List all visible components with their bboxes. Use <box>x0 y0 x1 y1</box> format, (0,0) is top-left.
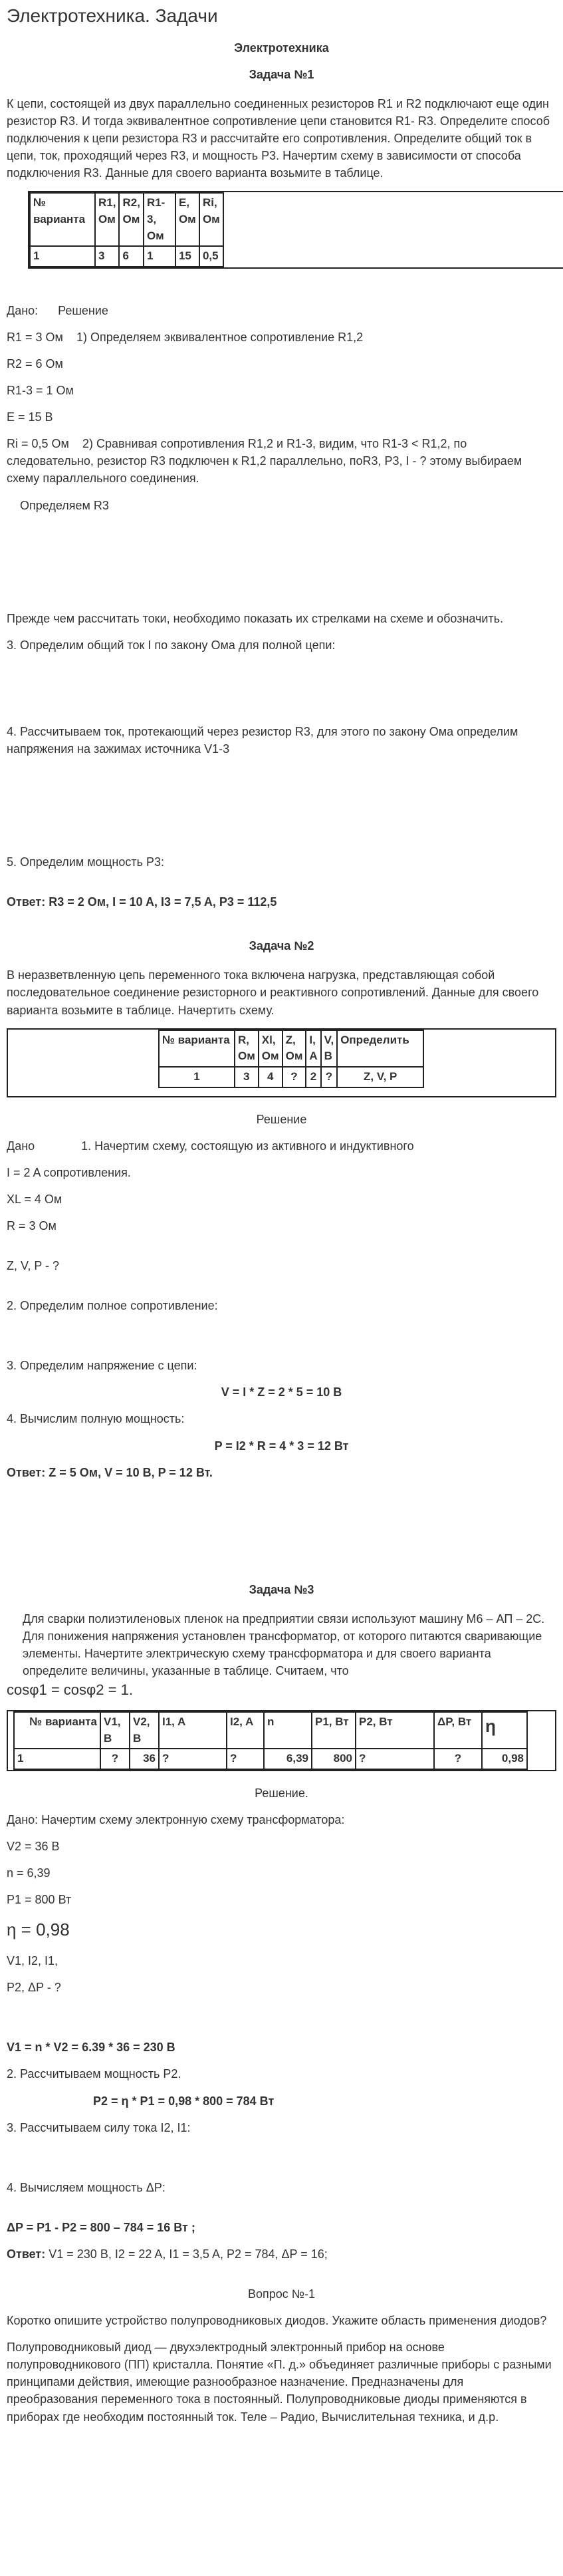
table-cell: ? <box>434 1749 482 1769</box>
given-item: Ri = 0,5 Ом <box>7 437 69 451</box>
task2-unknown: Z, V, P - ? <box>7 1259 60 1273</box>
question1-answer: Полупроводниковый диод — двухэлектродный электронный прибор на основе полупроводникового (ПП) кристалла. Понятие «П. д.» объединяет различные приборы с разными принципами действия, имеющие разнообразное назначение. Предназначены для преобразования переменного тока в постоянный. Полупроводниковые диоды применяются в приборах где необходим постоянный ток. Теле – Радио, Вычислительная техника, и д.р. <box>7 2341 552 2424</box>
given-item: η = 0,98 <box>7 1920 70 1940</box>
table-cell: ? <box>100 1749 130 1769</box>
task3-cos-line <box>7 1679 556 1701</box>
table-cell: ? <box>282 1067 306 1087</box>
answer-text: V1 = 230 B, I2 = 22 A, I1 = 3,5 A, P2 = 784, ΔP = 16; <box>49 2247 328 2261</box>
task2-solution-label: Решение <box>256 1112 307 1126</box>
table-header-cell: № варианта <box>30 193 95 246</box>
task1-given-r1-step1 <box>7 329 556 346</box>
table-header-cell: η <box>482 1712 527 1749</box>
document-page <box>0 3 563 2426</box>
task1-answer: Ответ: R3 = 2 Ом, I = 10 A, I3 = 7,5 A, P3 = 112,5 <box>7 895 277 909</box>
task1-table-frame <box>28 191 563 269</box>
table-cell: ? <box>356 1749 434 1769</box>
task1-step3: 3. Определим общий ток I по закону Ома для полной цепи: <box>7 638 336 652</box>
table-header-cell: № варианта <box>159 1030 235 1067</box>
task2-given-step1 <box>7 1137 556 1155</box>
task3-step3: 3. Рассчитываем силу тока I2, I1: <box>7 2120 191 2134</box>
table-cell: 1 <box>30 246 95 267</box>
table-header-cell: ΔP, Вт <box>434 1712 482 1749</box>
given-item: V1, I2, I1, <box>7 1954 58 1968</box>
task2-formula-p: P = I2 * R = 4 * 3 = 12 Вт <box>214 1439 349 1453</box>
given-item: R1-3 = 1 Ом <box>7 384 74 398</box>
task2-table <box>158 1030 424 1088</box>
step-text: 2) Сравнивая сопротивления R1,2 и R1-3, видим, что R1-3 < R1,2, по следовательно, резистор R3 подключен к R1,2 параллельно, поR3, P3, I - ? этому выбираем схему параллельного соединения. <box>7 437 522 486</box>
table-row <box>14 1749 527 1769</box>
task3-step4: 4. Вычисляем мощность ΔP: <box>7 2180 166 2194</box>
task3-step2: 2. Рассчитываем мощность P2. <box>7 2067 181 2081</box>
given-item: XL = 4 Ом <box>7 1192 62 1206</box>
table-header-cell: P1, Вт <box>312 1712 356 1749</box>
table-cell: 0,98 <box>482 1749 527 1769</box>
table-header-cell: Ri, Ом <box>199 193 223 246</box>
table-header-row <box>159 1030 423 1067</box>
answer-label: Ответ: <box>7 2247 46 2261</box>
table-cell: 4 <box>259 1067 282 1087</box>
table-header-cell: I2, A <box>227 1712 264 1749</box>
given-item: P1 = 800 Вт <box>7 1893 72 1907</box>
cos-phi-text: cosφ1 = cosφ2 = 1. <box>7 1681 133 1699</box>
task3-table-frame <box>7 1710 556 1771</box>
step-text: 1. Начертим схему, состоящую из активного и индуктивного <box>81 1139 414 1153</box>
given-item: n = 6,39 <box>7 1866 51 1880</box>
task2-step3: 3. Определим напряжение с цепи: <box>7 1359 197 1373</box>
table-cell: ? <box>159 1749 227 1769</box>
table-header-cell: n <box>264 1712 312 1749</box>
table-cell: 6,39 <box>264 1749 312 1769</box>
task2-step4: 4. Вычислим полную мощность: <box>7 1412 185 1426</box>
document-title: Электротехника. Задачи <box>7 5 218 26</box>
task2-table-frame <box>7 1028 556 1097</box>
table-cell: 0,5 <box>199 246 223 267</box>
task1-heading: Задача №1 <box>249 67 314 81</box>
task3-solution-label: Решение. <box>255 1787 308 1800</box>
table-cell: ? <box>321 1067 338 1087</box>
table-cell: ? <box>227 1749 264 1769</box>
table-row <box>159 1067 423 1087</box>
question1-heading: Вопрос №-1 <box>247 2287 316 2301</box>
table-header-cell: I, A <box>306 1030 320 1067</box>
task1-note: Прежде чем рассчитать токи, необходимо показать их стрелками на схеме и обозначить. <box>7 611 504 625</box>
table-cell: 1 <box>144 246 175 267</box>
task3-formula-v1: V1 = n * V2 = 6.39 * 36 = 230 B <box>7 2041 175 2055</box>
table-cell: 1 <box>14 1749 100 1769</box>
solution-label: Решение <box>58 303 108 317</box>
table-header-cell: Xl, Ом <box>259 1030 282 1067</box>
task2-step2: 2. Определим полное сопротивление: <box>7 1299 218 1313</box>
task2-heading: Задача №2 <box>249 939 314 953</box>
table-header-cell: R1-3, Ом <box>144 193 175 246</box>
task1-step5: 5. Определим мощность P3: <box>7 855 165 869</box>
given-item: R = 3 Ом <box>7 1218 56 1232</box>
given-item: V2 = 36 B <box>7 1840 60 1854</box>
task1-given-solution-labels <box>7 302 556 319</box>
task1-intro: К цепи, состоящей из двух параллельно соединенных резисторов R1 и R2 подключают еще один резистор R3. И тогда эквивалентное сопротивление цепи становится R1- R3. Определите способ подключения к цепи резистора R3 и рассчитайте его сопротивления. Определите общий ток в цепи, ток, проходящий через R3, и мощность P3. Начертим схему в зависимости от способа подключения R3. Данные для своего варианта возьмите в таблице. <box>7 96 550 180</box>
table-header-row <box>30 193 223 246</box>
table-header-cell: Z, Ом <box>282 1030 306 1067</box>
given-label: Дано: <box>7 303 39 317</box>
table-cell: 6 <box>119 246 143 267</box>
given-item: E = 15 B <box>7 410 53 424</box>
task3-given-intro: Дано: Начертим схему электронную схему трансформатора: <box>7 1813 345 1827</box>
table-cell: Z, V, P <box>337 1067 423 1087</box>
table-cell: 1 <box>159 1067 235 1087</box>
question1-prompt: Коротко опишите устройство полупроводниковых диодов. Укажите область применения диодов? <box>7 2314 547 2328</box>
table-header-cell: E, Ом <box>175 193 199 246</box>
given-item: I = 2 A сопротивления. <box>7 1165 131 1179</box>
given-item: R1 = 3 Ом <box>7 330 63 344</box>
given-item: R2 = 6 Ом <box>7 357 63 370</box>
task2-formula-v: V = I * Z = 2 * 5 = 10 B <box>221 1385 342 1399</box>
table-cell: 2 <box>306 1067 320 1087</box>
table-cell: 15 <box>175 246 199 267</box>
task2-answer: Ответ: Z = 5 Ом, V = 10 B, P = 12 Вт. <box>7 1465 213 1479</box>
task3-formula-dp: ΔP = P1 - P2 = 800 – 784 = 16 Вт ; <box>7 2220 195 2234</box>
table-header-cell: R, Ом <box>235 1030 259 1067</box>
table-header-cell: R2, Ом <box>119 193 143 246</box>
table-header-cell: R1, Ом <box>95 193 119 246</box>
table-cell: 36 <box>130 1749 159 1769</box>
task2-intro: В неразветвленную цепь переменного тока включена нагрузка, представляющая собой последовательное соединение резисторного и реактивного сопротивлений. Данные для своего варианта возьмите в таблице. Начертить схему. <box>7 968 539 1017</box>
task3-answer-line <box>7 2245 556 2263</box>
table-header-cell: № варианта <box>14 1712 100 1749</box>
section-title: Электротехника <box>234 41 329 55</box>
table-header-cell: Определить <box>337 1030 423 1067</box>
table-cell: 800 <box>312 1749 356 1769</box>
task3-heading: Задача №3 <box>249 1582 314 1596</box>
task3-formula-p2: P2 = η * P1 = 0,98 * 800 = 784 Вт <box>93 2094 275 2108</box>
table-cell: 3 <box>235 1067 259 1087</box>
task1-table <box>29 192 224 267</box>
table-row <box>30 246 223 267</box>
table-header-cell: V2, B <box>130 1712 159 1749</box>
table-header-cell: V1, B <box>100 1712 130 1749</box>
table-header-cell: P2, Вт <box>356 1712 434 1749</box>
table-header-cell: I1, A <box>159 1712 227 1749</box>
table-header-cell: V, B <box>321 1030 338 1067</box>
table-header-row <box>14 1712 527 1749</box>
task3-intro: Для сварки полиэтиленовых пленок на предприятии связи используют машину М6 – АП – 2С. Для понижения напряжения установлен трансформатор, от которого питаются сваривающие элементы. Начертите электрическую схему трансформатора и для своего варианта определите величины, указанные в таблице. Считаем, что <box>23 1612 545 1678</box>
step-text: 1) Определяем эквивалентное сопротивление R1,2 <box>76 330 364 344</box>
table-cell: 3 <box>95 246 119 267</box>
task3-table <box>13 1711 528 1770</box>
given-label: Дано <box>7 1139 35 1153</box>
task1-step4: 4. Рассчитываем ток, протекающий через резистор R3, для этого по закону Ома определим напряжения на зажимах источника V1-3 <box>7 724 518 756</box>
task1-given-ri-step2 <box>7 435 556 487</box>
given-item: P2, ΔP - ? <box>7 1981 61 1995</box>
step-text: Определяем R3 <box>20 498 109 512</box>
